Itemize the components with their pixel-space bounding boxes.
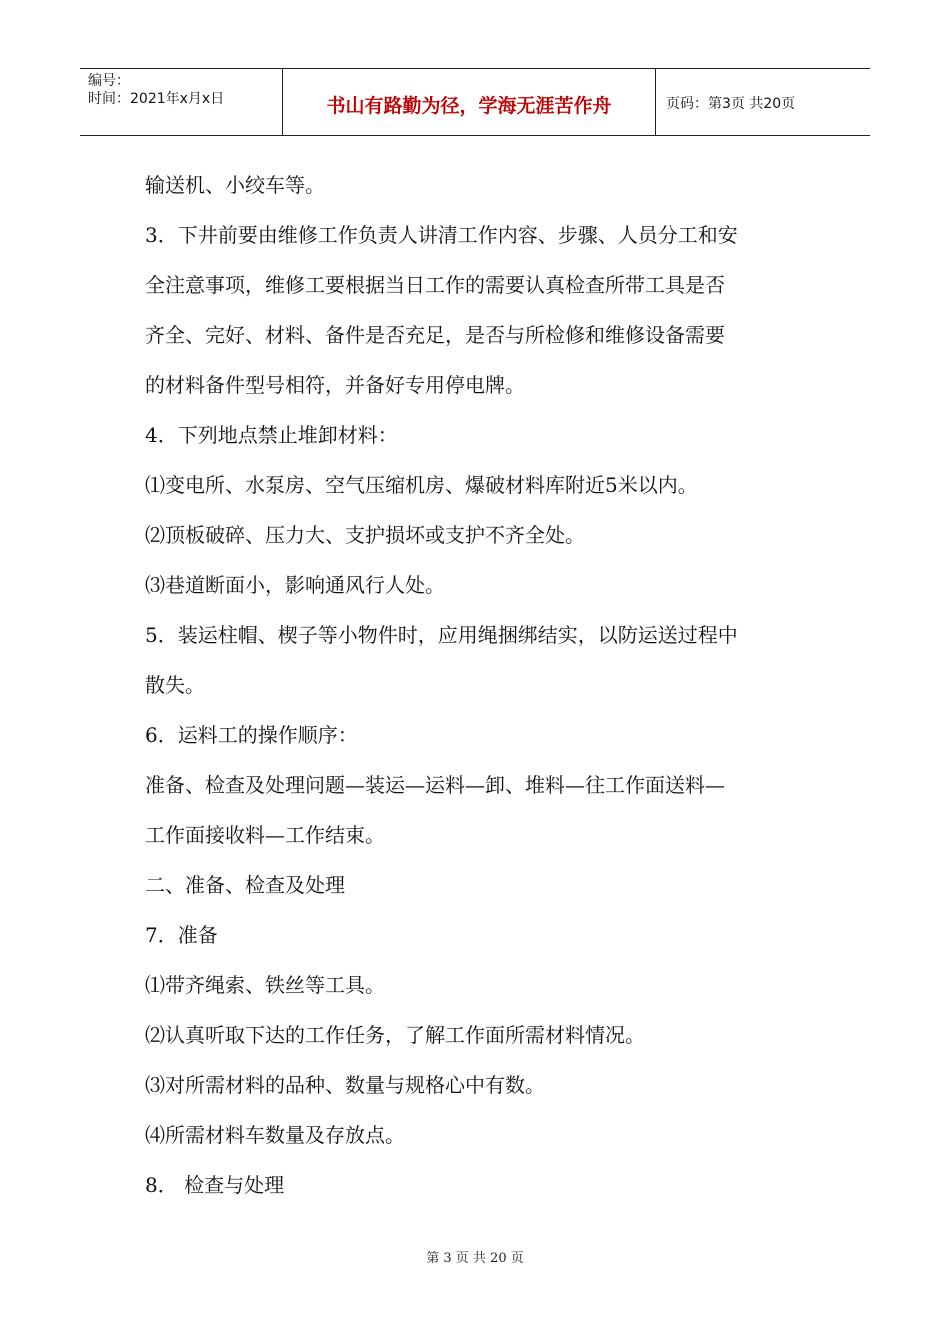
header-motto: 书山有路勤为径，学海无涯苦作舟 <box>282 69 656 135</box>
body-line: 8． 检查与处理 <box>145 1173 285 1197</box>
body-line: 7．准备 <box>145 923 218 947</box>
body-line: 输送机、小绞车等。 <box>145 173 325 197</box>
body-line: 工作面接收料—工作结束。 <box>145 823 385 847</box>
document-body <box>145 160 825 1210</box>
header-meta <box>80 69 282 135</box>
body-line: ⑶对所需材料的品种、数量与规格心中有数。 <box>145 1073 545 1097</box>
body-line: 4．下列地点禁止堆卸材料： <box>145 423 398 447</box>
body-line: 3．下井前要由维修工作负责人讲清工作内容、步骤、人员分工和安 <box>145 223 738 247</box>
body-line: 的材料备件型号相符，并备好专用停电牌。 <box>145 373 525 397</box>
page-footer: 第 3 页 共 20 页 <box>426 1251 524 1266</box>
body-line: ⑵顶板破碎、压力大、支护损坏或支护不齐全处。 <box>145 523 585 547</box>
body-line: 5．装运柱帽、楔子等小物件时，应用绳捆绑结实，以防运送过程中 <box>145 623 738 647</box>
body-line: 齐全、完好、材料、备件是否充足，是否与所检修和维修设备需要 <box>145 323 725 347</box>
page-header <box>80 68 870 136</box>
body-line: 全注意事项，维修工要根据当日工作的需要认真检查所带工具是否 <box>145 273 725 297</box>
section-heading: 二、准备、检查及处理 <box>145 873 345 897</box>
body-line: ⑴变电所、水泵房、空气压缩机房、爆破材料库附近5米以内。 <box>145 473 698 497</box>
body-line: ⑴带齐绳索、铁丝等工具。 <box>145 973 385 997</box>
body-line: ⑵认真听取下达的工作任务，了解工作面所需材料情况。 <box>145 1023 645 1047</box>
body-line: ⑷所需材料车数量及存放点。 <box>145 1123 405 1147</box>
header-number-label: 编号： <box>88 73 130 89</box>
header-date-label: 时间：2021年x月x日 <box>88 91 225 107</box>
header-page-label: 页码：第3页 共20页 <box>666 96 796 112</box>
body-line: 6．运料工的操作顺序： <box>145 723 358 747</box>
body-line: 准备、检查及处理问题—装运—运料—卸、堆料—往工作面送料— <box>145 773 725 797</box>
body-line: ⑶巷道断面小，影响通风行人处。 <box>145 573 445 597</box>
body-line: 散失。 <box>145 673 205 697</box>
